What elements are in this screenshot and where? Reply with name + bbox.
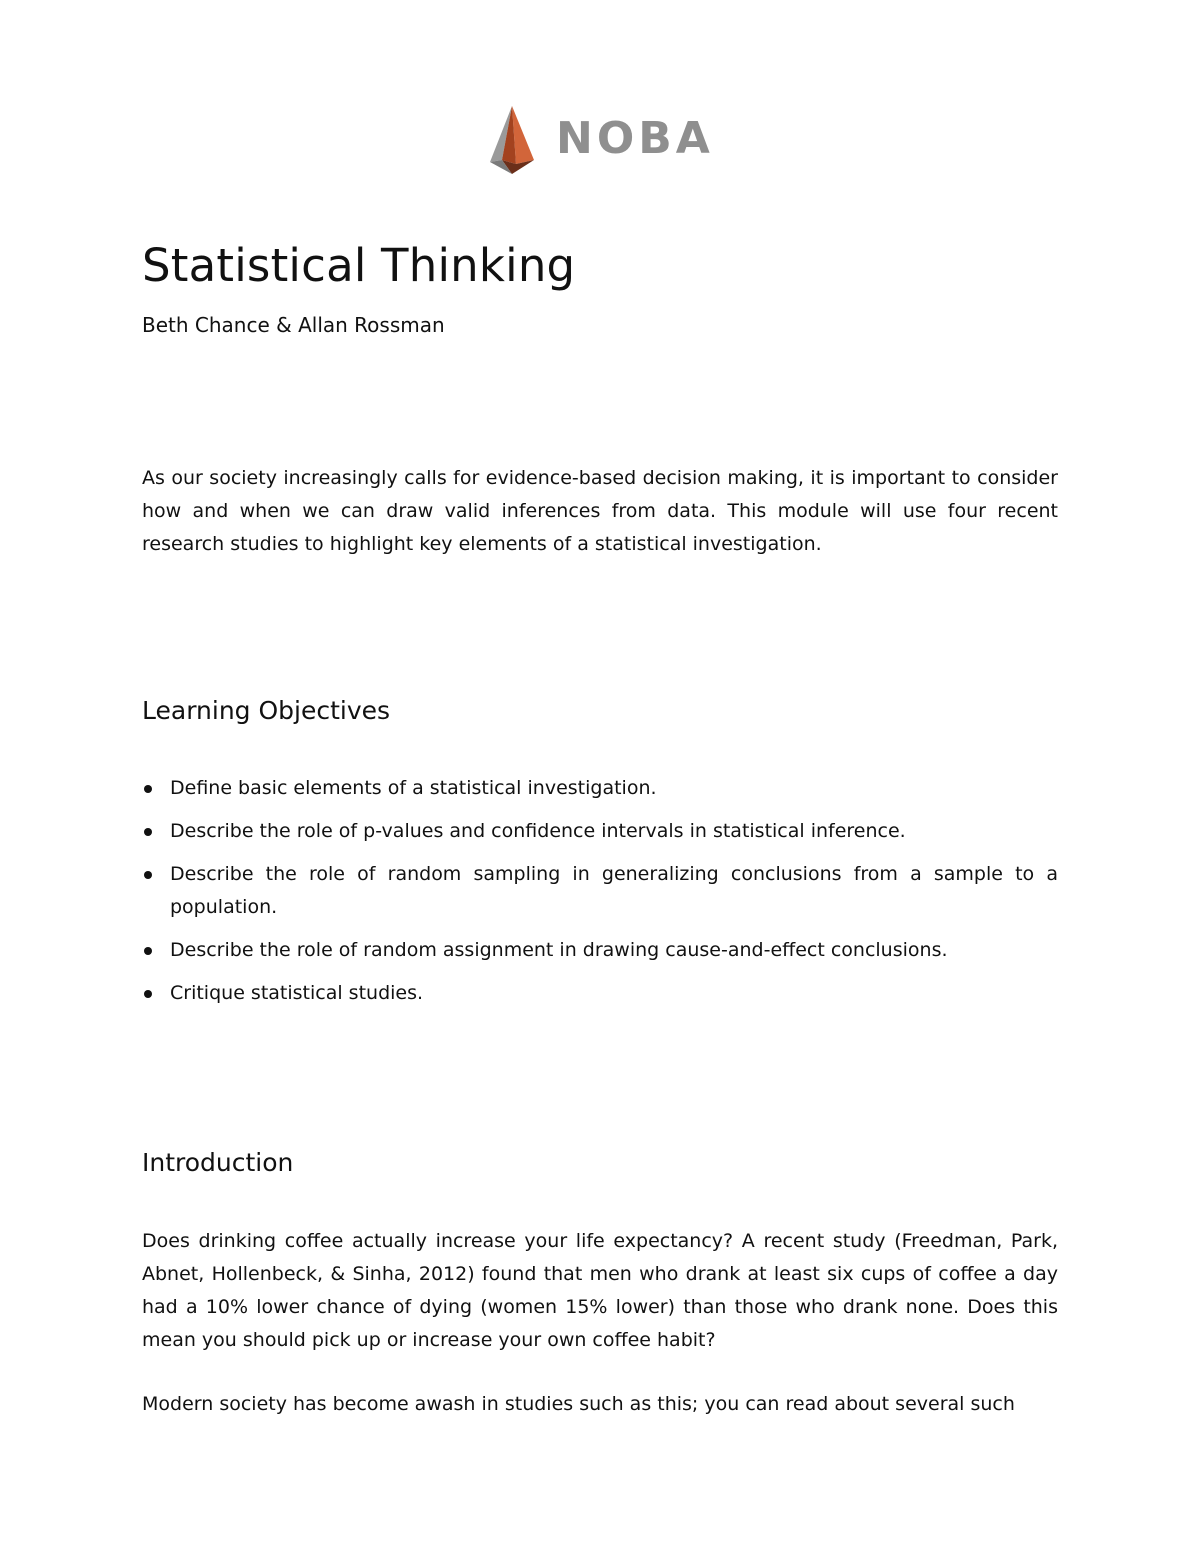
list-item bbox=[142, 815, 1058, 848]
list-item-text: Describe the role of random assignment in drawing cause-and-effect conclusions. bbox=[170, 939, 948, 961]
document-title: Statistical Thinking bbox=[142, 239, 576, 292]
list-item bbox=[142, 858, 1058, 924]
bullet-icon bbox=[144, 871, 152, 879]
bullet-icon bbox=[144, 785, 152, 793]
list-item bbox=[142, 977, 1058, 1010]
bullet-icon bbox=[144, 828, 152, 836]
document-abstract: As our society increasingly calls for evidence-based decision making, it is important to consider how and when we can draw valid inferences from data. This module will use four recent research studies to highlight key elements of a statistical investigation. bbox=[142, 467, 1058, 555]
list-item-text: Describe the role of random sampling in generalizing conclusions from a sample to a population. bbox=[170, 863, 1058, 918]
list-item-text: Describe the role of p-values and confidence intervals in statistical inference. bbox=[170, 820, 906, 842]
introduction-paragraph-1: Does drinking coffee actually increase your life expectancy? A recent study (Freedman, Park, Abnet, Hollenbeck, & Sinha, 2012) found that men who drank at least six cups of coffee a day had a 10% lower chance of dying (women 15% lower) than those who drank none. Does this mean you should pick up or increase your own coffee habit? bbox=[142, 1230, 1058, 1351]
bullet-icon bbox=[144, 947, 152, 955]
introduction-heading: Introduction bbox=[142, 1148, 294, 1177]
introduction-paragraph-2: Modern society has become awash in studies such as this; you can read about several such bbox=[142, 1393, 1015, 1415]
document-authors: Beth Chance & Allan Rossman bbox=[142, 313, 445, 337]
list-item bbox=[142, 934, 1058, 967]
list-item-text: Critique statistical studies. bbox=[170, 982, 424, 1004]
list-item bbox=[142, 772, 1058, 805]
learning-objectives-list bbox=[142, 772, 1058, 1020]
bullet-icon bbox=[144, 990, 152, 998]
list-item-text: Define basic elements of a statistical investigation. bbox=[170, 777, 657, 799]
noba-logo bbox=[488, 104, 714, 174]
noba-logo-text: NOBA bbox=[556, 113, 714, 164]
learning-objectives-heading: Learning Objectives bbox=[142, 696, 391, 725]
noba-pyramid-logo-icon bbox=[488, 104, 536, 174]
